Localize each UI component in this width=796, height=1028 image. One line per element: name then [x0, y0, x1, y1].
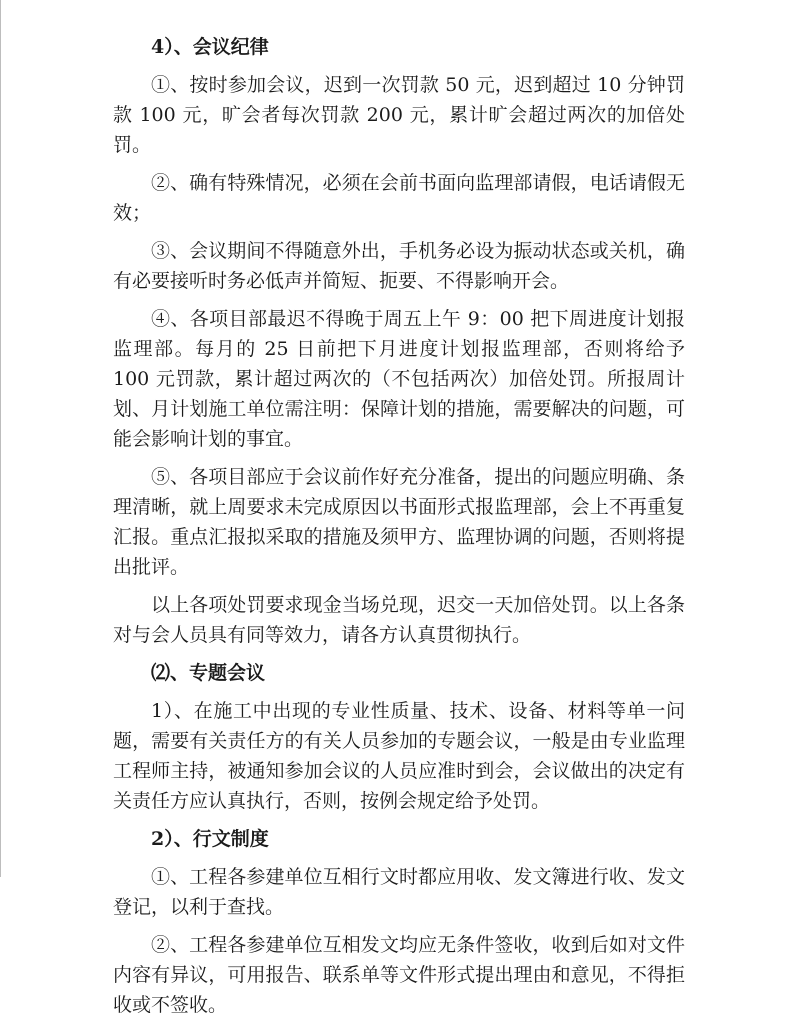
section-heading-special-meetings: ⑵、专题会议 [151, 662, 266, 684]
paragraph-special-meeting-rules: 1）、在施工中出现的专业性质量、技术、设备、材料等单一问题，需要有关责任方的有关人员参加的专题会议，一般是由专业监理工程师主持，被通知参加会议的人员应准时到会，会议做出的决定有关责任方应认真执行，否则，按例会规定给予处罚。 [113, 700, 685, 812]
paragraph-meeting-preparation: ⑤、各项目部应于会议前作好充分准备，提出的问题应明确、条理清晰，就上周要求未完成原因以书面形式报监理部，会上不再重复汇报。重点汇报拟采取的措施及须甲方、监理协调的问题，否则将提出批评。 [113, 466, 685, 578]
document-body [113, 32, 685, 1028]
paragraph-progress-plan: ④、各项目部最迟不得晚于周五上午 9：00 把下周进度计划报监理部。每月的 25 日前把下月进度计划报监理部，否则将给予 100 元罚款，累计超过两次的（不包括两次）加倍处罚。所报周计划、月计划施工单位需注明：保障计划的措施，需要解决的问题，可能会影响计划的事宜。 [113, 308, 685, 450]
paragraph-leave-request: ②、确有特殊情况，必须在会前书面向监理部请假，电话请假无效； [113, 172, 685, 224]
section-heading-document-system: 2）、行文制度 [151, 828, 269, 850]
paragraph-document-receipt: ②、工程各参建单位互相发文均应无条件签收，收到后如对文件内容有异议，可用报告、联系单等文件形式提出理由和意见，不得拒收或不签收。 [113, 934, 685, 1016]
section-heading-meeting-discipline: 4）、会议纪律 [151, 36, 269, 58]
paragraph-document-registration: ①、工程各参建单位互相行文时都应用收、发文簿进行收、发文登记，以利于查找。 [113, 866, 685, 918]
paragraph-phone-rules: ③、会议期间不得随意外出，手机务必设为振动状态或关机，确有必要接听时务必低声并简短、扼要、不得影响开会。 [113, 240, 685, 292]
paragraph-penalty-enforcement: 以上各项处罚要求现金当场兑现，迟交一天加倍处罚。以上各条对与会人员具有同等效力，请各方认真贯彻执行。 [113, 594, 685, 646]
page-edge-divider [0, 0, 1, 877]
paragraph-lateness-fines: ①、按时参加会议，迟到一次罚款 50 元，迟到超过 10 分钟罚款 100 元，旷会者每次罚款 200 元，累计旷会超过两次的加倍处罚。 [113, 74, 685, 156]
